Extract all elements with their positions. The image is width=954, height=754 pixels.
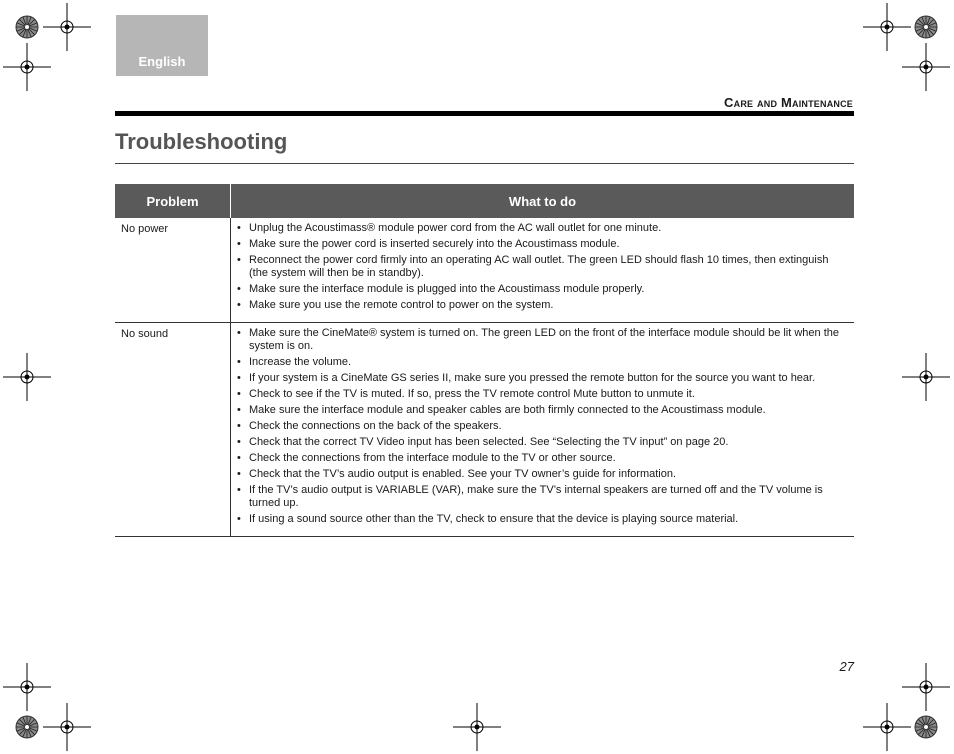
registration-star-top-right xyxy=(915,16,937,38)
registration-star-bottom-left xyxy=(16,716,38,738)
problem-cell: No power xyxy=(115,218,231,323)
action-item: • If the TV’s audio output is VARIABLE (VAR), make sure the TV’s internal speakers are turned off and the TV volume is turned up. xyxy=(237,484,840,510)
action-item: • Make sure you use the remote control to power on the system. xyxy=(237,299,840,312)
table-header-row xyxy=(115,184,854,218)
actions-cell xyxy=(231,323,855,537)
registration-cross-bottom-right xyxy=(863,703,911,751)
column-header-what-to-do: What to do xyxy=(231,184,855,218)
action-item: • Check the connections on the back of the speakers. xyxy=(237,420,840,433)
action-item: • Check to see if the TV is muted. If so, press the TV remote control Mute button to unmute it. xyxy=(237,388,840,401)
section-header: Care and Maintenance xyxy=(724,95,853,110)
action-item: • Check that the correct TV Video input has been selected. See “Selecting the TV input” on page 20. xyxy=(237,436,840,449)
actions-cell xyxy=(231,218,855,323)
action-list xyxy=(237,327,840,526)
action-list xyxy=(237,222,840,312)
table-row-no-power xyxy=(115,218,854,323)
action-item: • Make sure the CineMate® system is turned on. The green LED on the front of the interface module should be lit when the system is on. xyxy=(237,327,840,353)
registration-cross-middle-left xyxy=(3,353,51,401)
action-item: • Unplug the Acoustimass® module power cord from the AC wall outlet for one minute. xyxy=(237,222,840,235)
action-item: • Check the connections from the interface module to the TV or other source. xyxy=(237,452,840,465)
action-item: • Reconnect the power cord firmly into an operating AC wall outlet. The green LED should flash 10 times, then extinguish (the system will then be in standby). xyxy=(237,254,840,280)
language-tab-label: English xyxy=(138,54,186,69)
troubleshooting-table xyxy=(115,184,854,537)
column-header-problem: Problem xyxy=(115,184,231,218)
registration-cross-left-top xyxy=(3,43,51,91)
registration-cross-bottom-center xyxy=(453,703,501,751)
problem-cell: No sound xyxy=(115,323,231,537)
action-item: • Make sure the power cord is inserted securely into the Acoustimass module. xyxy=(237,238,840,251)
table-row-no-sound xyxy=(115,323,854,537)
page-number: 27 xyxy=(839,659,854,674)
registration-star-bottom-right xyxy=(915,716,937,738)
registration-cross-left-bottom xyxy=(3,663,51,711)
registration-star-top-left xyxy=(16,16,38,38)
registration-cross-top-right xyxy=(863,3,911,51)
registration-cross-right-top xyxy=(902,43,950,91)
registration-cross-middle-right xyxy=(902,353,950,401)
action-item: • Check that the TV’s audio output is enabled. See your TV owner’s guide for information. xyxy=(237,468,840,481)
action-item: • If using a sound source other than the TV, check to ensure that the device is playing source material. xyxy=(237,513,840,526)
action-item: • Increase the volume. xyxy=(237,356,840,369)
registration-cross-bottom-left xyxy=(43,703,91,751)
action-item: • If your system is a CineMate GS series II, make sure you pressed the remote button for the source you want to hear. xyxy=(237,372,840,385)
action-item: • Make sure the interface module and speaker cables are both firmly connected to the Acoustimass module. xyxy=(237,404,840,417)
page-title: Troubleshooting xyxy=(115,129,288,154)
action-item: • Make sure the interface module is plugged into the Acoustimass module properly. xyxy=(237,283,840,296)
language-tab xyxy=(116,15,208,76)
title-rule xyxy=(115,163,854,164)
registration-cross-top-left xyxy=(43,3,91,51)
header-rule xyxy=(115,111,854,116)
registration-cross-right-bottom xyxy=(902,663,950,711)
